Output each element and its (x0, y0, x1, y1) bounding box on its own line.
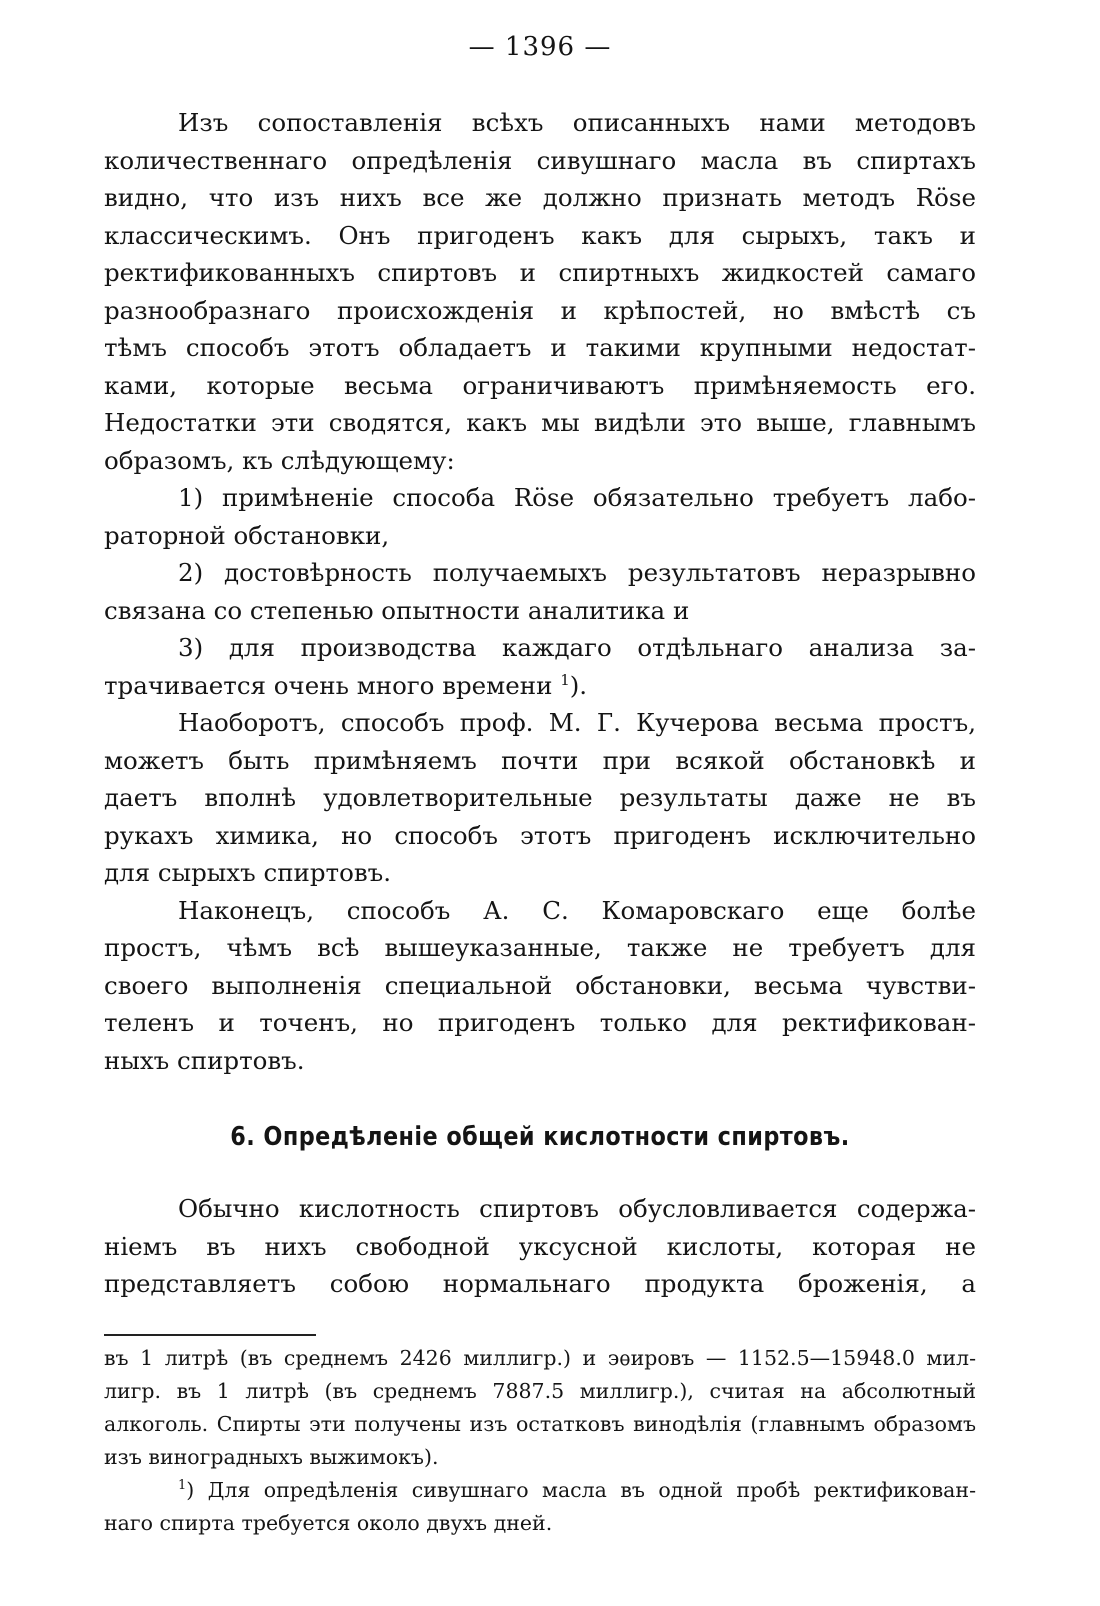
footnote-1-line-1 (104, 1474, 976, 1507)
paragraph-2-line-3: даетъ вполнѣ удовлетворительные результаты даже не въ (104, 783, 976, 812)
footnote-reference: 1 (560, 670, 570, 689)
footnotes (104, 1342, 976, 1540)
paragraph-3-line-2: простъ, чѣмъ всѣ вышеуказанные, также не требуетъ для (104, 933, 976, 962)
paragraph-1-line-8: ками, которые весьма ограничиваютъ примѣняемость его. (104, 370, 976, 400)
list-item-2-line-1: 2) достовѣрность получаемыхъ результатовъ неразрывно (178, 558, 976, 587)
paragraph-1-line-1: Изъ сопоставленія всѣхъ описанныхъ нами методовъ (178, 108, 976, 137)
footnote-divider (104, 1334, 316, 1336)
paragraph-1-line-5: ректификованныхъ спиртовъ и спиртныхъ жидкостей самаго (104, 258, 976, 287)
paragraph-2-line-4: рукахъ химика, но способъ этотъ пригоденъ исключительно (104, 820, 976, 850)
paragraph-2-line-5: для сырыхъ спиртовъ. (104, 858, 392, 887)
section-paragraph-line-3: представляетъ собою нормальнаго продукта броженія, а (104, 1269, 976, 1298)
footnote-reference-tail: ). (569, 670, 588, 700)
paragraph-2-line-2: можетъ быть примѣняемъ почти при всякой обстановкѣ и (104, 745, 976, 775)
page-number: — 1396 — (468, 32, 612, 62)
footnote-continuation-line-1: въ 1 литрѣ (въ среднемъ 2426 миллигр.) и эѳировъ — 1152.5—15948.0 мил- (104, 1346, 976, 1370)
footnote-continuation-line-3: алкоголь. Спирты эти получены изъ остатковъ винодѣлія (главнымъ образомъ (104, 1412, 976, 1436)
footnote-1-line-2: наго спирта требуется около двухъ дней. (104, 1511, 553, 1535)
body-text (104, 104, 976, 1079)
paragraph-2-line-1: Наоборотъ, способъ проф. М. Г. Кучерова весьма простъ, (178, 708, 976, 737)
section-paragraph-line-2: ніемъ въ нихъ свободной уксусной кислоты, которая не (104, 1231, 976, 1261)
section-paragraph-line-1: Обычно кислотность спиртовъ обусловливается содержа- (178, 1194, 976, 1223)
list-item-1-line-2: раторной обстановки, (104, 520, 390, 550)
paragraph-3-line-3: своего выполненія специальной обстановки, весьма чувстви- (104, 970, 976, 1000)
paragraph-1-line-9: Недостатки эти сводятся, какъ мы видѣли это выше, главнымъ (104, 408, 976, 437)
paragraph-3-line-1: Наконецъ, способъ А. С. Комаровскаго еще болѣе (178, 895, 976, 925)
paragraph-3-line-5: ныхъ спиртовъ. (104, 1045, 305, 1075)
paragraph-1-line-10: образомъ, къ слѣдующему: (104, 445, 455, 475)
list-item-3-line-1: 3) для производства каждаго отдѣльнаго анализа за- (178, 633, 976, 662)
paragraph-1-line-3: видно, что изъ нихъ все же должно признать методъ Röse (104, 183, 976, 212)
paragraph-1-line-6: разнообразнаго происхожденія и крѣпостей, но вмѣстѣ съ (104, 295, 976, 325)
footnote-marker: 1 (178, 1478, 187, 1494)
paragraph-3-line-4: теленъ и точенъ, но пригоденъ только для ректификован- (104, 1008, 976, 1037)
document-page (104, 0, 976, 1606)
footnote-continuation-line-2: лигр. въ 1 литрѣ (въ среднемъ 7887.5 миллигр.), считая на абсолютный (104, 1379, 976, 1403)
footnote-continuation-line-4: изъ виноградныхъ выжимокъ). (104, 1445, 439, 1469)
list-item-1-line-1: 1) примѣненіе способа Röse обязательно требуетъ лабо- (178, 483, 976, 512)
list-item-3-line-2 (104, 667, 976, 705)
list-item-3-line-2-text: трачивается очень много времени (104, 670, 553, 700)
footnote-1-line-1-text: ) Для опредѣленія сивушнаго масла въ одной пробѣ ректификован- (186, 1478, 976, 1502)
section-body-text (104, 1190, 976, 1303)
list-item-2-line-2: связана со степенью опытности аналитика и (104, 595, 690, 625)
paragraph-1-line-7: тѣмъ способъ этотъ обладаетъ и такими крупными недостат- (104, 333, 976, 362)
paragraph-1-line-2: количественнаго опредѣленія сивушнаго масла въ спиртахъ (104, 145, 976, 175)
section-heading: 6. Опредѣленіе общей кислотности спиртовъ. (230, 1122, 850, 1152)
paragraph-1-line-4: классическимъ. Онъ пригоденъ какъ для сырыхъ, такъ и (104, 220, 976, 250)
